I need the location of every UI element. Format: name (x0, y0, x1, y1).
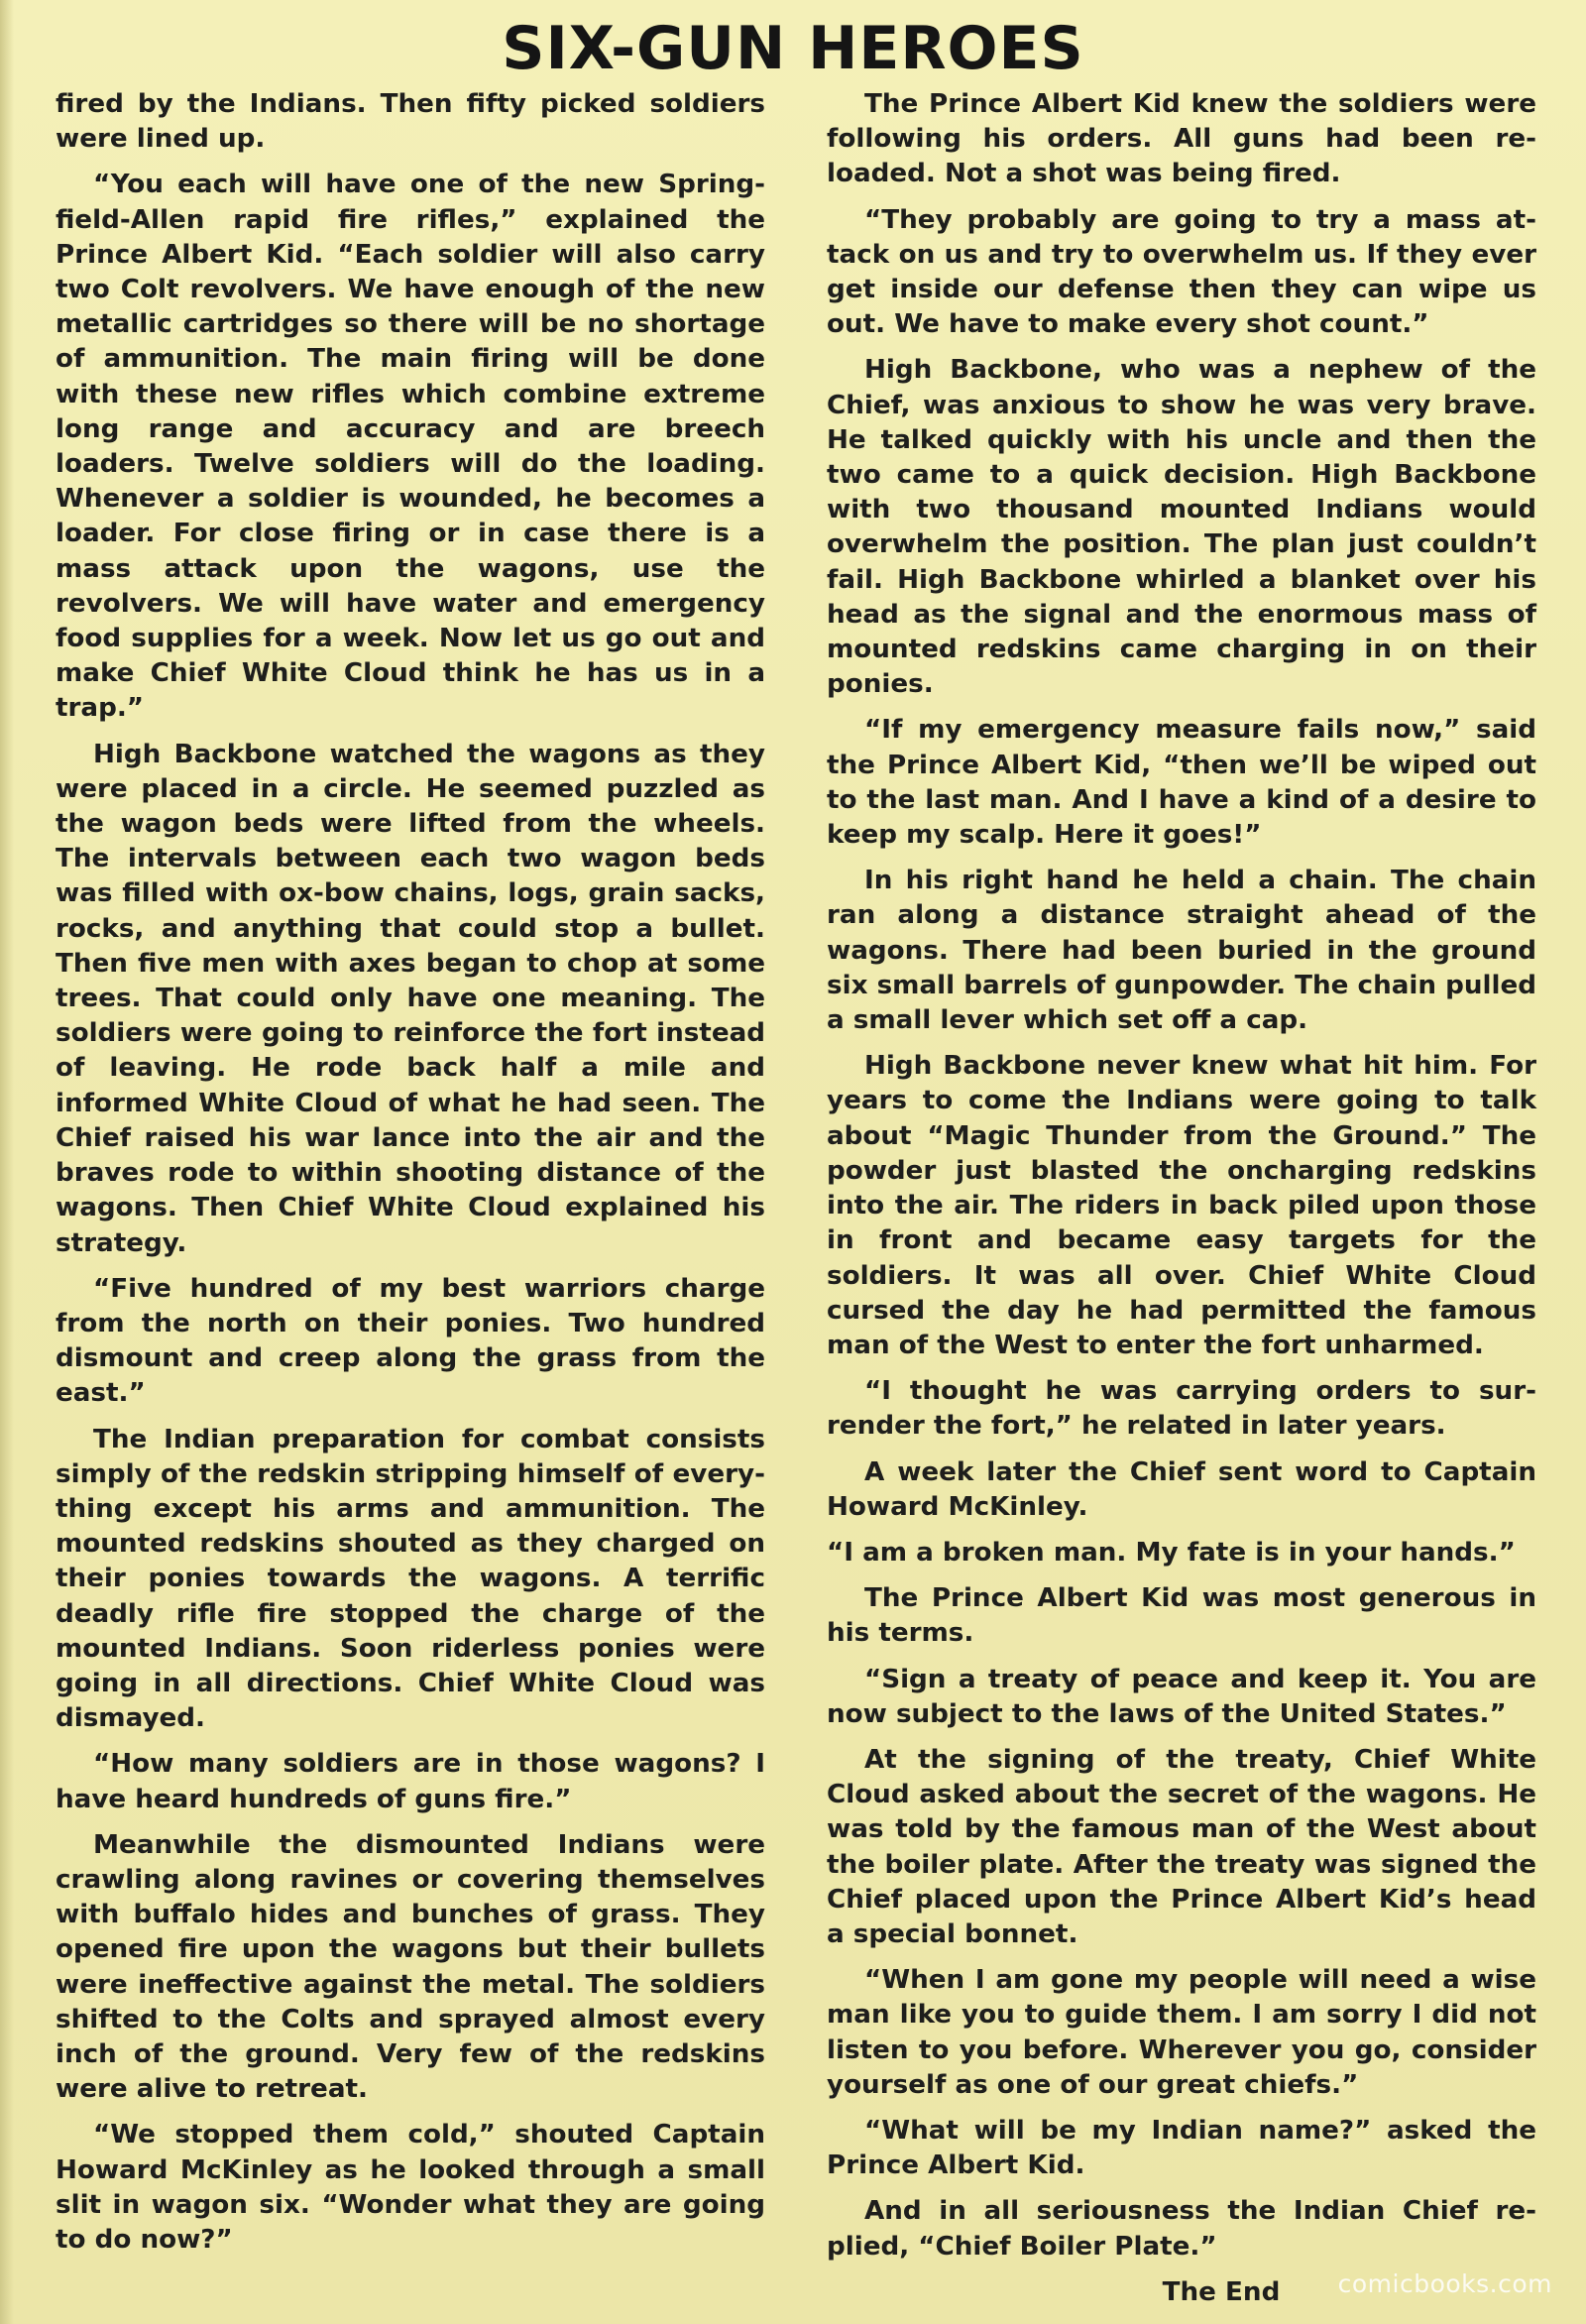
paragraph: High Backbone never knew what hit him. For years to come the Indians were going to talk about “Magic Thunder from the Ground.” The powder just blasted the oncharging redskins into the air. The riders in back piled upon those in front and became easy targets for the soldiers. It was all over. Chief White Cloud cursed the day he had permitted the famous man of the West to enter the fort unharmed. (827, 1051, 1536, 1360)
paragraph: fired by the Indians. Then fifty picked soldiers were lined up. (56, 89, 765, 155)
page-title: SIX-GUN HEROES (502, 14, 1084, 83)
paragraph: The Prince Albert Kid knew the soldiers were following his orders. All guns had been reloaded. Not a shot was being fired. (827, 89, 1536, 189)
paragraph: The Indian preparation for combat consists simply of the redskin stripping himself of everything except his arms and ammunition. The mounted redskins shouted as they charged on their ponies towards the wagons. A terrific deadly rifle fire stopped the charge of the mounted Indians. Soon riderless ponies were going in all directions. Chief White Cloud was dismayed. (56, 1424, 765, 1734)
paragraph: “Sign a treaty of peace and keep it. You are now subject to the laws of the United States.” (827, 1664, 1536, 1729)
story-column-left (56, 87, 765, 2268)
paragraph: “If my emergency measure fails now,” said the Prince Albert Kid, “then we’ll be wiped out to the last man. And I have a kind of a desire to keep my scalp. Here it goes!” (827, 715, 1536, 851)
paragraph: In his right hand he held a chain. The chain ran along a distance straight ahead of the wagons. There had been buried in the ground six small barrels of gunpowder. The chain pulled a small lever which set off a cap. (827, 866, 1536, 1036)
paragraph: And in all seriousness the Indian Chief replied, “Chief Boiler Plate.” (827, 2196, 1536, 2262)
paragraph: “You each will have one of the new Springfield-Allen rapid fire rifles,” explained the Prince Albert Kid. “Each soldier will also carry two Colt revolvers. We have enough of the new metallic cartridges so there will be no shortage of ammunition. The main firing will be done with these new rifles which combine extreme long range and accuracy and are breech loaders. Twelve soldiers will do the loading. Whenever a soldier is wounded, he becomes a loader. For close firing or in case there is a mass attack upon the wagons, use the revolvers. We will have water and emergency food supplies for a week. Now let us go out and make Chief White Cloud think he has us in a trap.” (56, 170, 765, 724)
paragraph: “What will be my Indian name?” asked the Prince Albert Kid. (827, 2115, 1536, 2181)
paragraph: High Backbone watched the wagons as they were placed in a circle. He seemed puzzled as the wagon beds were lifted from the wheels. The intervals between each two wagon beds was filled with ox-bow chains, logs, grain sacks, rocks, and anything that could stop a bullet. Then five men with axes began to chop at some trees. That could only have one meaning. The soldiers were going to reinforce the fort instead of leaving. He rode back half a mile and informed White Cloud of what he had seen. The Chief raised his war lance into the air and the braves rode to within shooting distance of the wagons. Then Chief White Cloud explained his strategy. (56, 739, 765, 1258)
paragraph: “I thought he was carrying orders to surrender the fort,” he related in later years. (827, 1376, 1536, 1442)
paragraph: “How many soldiers are in those wagons? I have heard hundreds of guns fire.” (56, 1749, 765, 1814)
page-edge-shadow (0, 0, 14, 2324)
paragraph: “We stopped them cold,” shouted Captain Howard McKinley as he looked through a small slit in wagon six. “Wonder what they are going to do now?” (56, 2120, 765, 2255)
paragraph: “Five hundred of my best warriors charge from the north on their ponies. Two hundred dismount and creep along the grass from the east.” (56, 1273, 765, 1409)
paragraph: Meanwhile the dismounted Indians were crawling along ravines or covering themselves with buffalo hides and bunches of grass. They opened fire upon the wagons but their bullets were ineffective against the metal. The soldiers shifted to the Colts and sprayed almost every inch of the ground. Very few of the redskins were alive to retreat. (56, 1829, 765, 2105)
story-end-label: The End (1162, 2276, 1281, 2307)
site-watermark: comicbooks.com (1337, 2269, 1552, 2298)
paragraph: The Prince Albert Kid was most generous in his terms. (827, 1583, 1536, 1649)
paragraph: “They probably are going to try a mass attack on us and try to overwhelm us. If they ever get inside our defense then they can wipe us out. We have to make every shot count.” (827, 204, 1536, 340)
paragraph: A week later the Chief sent word to Captain Howard McKinley. (827, 1456, 1536, 1522)
paragraph: High Backbone, who was a nephew of the Chief, was anxious to show he was very brave. He talked quickly with his uncle and then the two came to a quick decision. High Backbone with two thousand mounted Indians would overwhelm the position. The plan just couldn’t fail. High Backbone whirled a blanket over his head as the signal and the enormous mass of mounted redskins came charging in on their ponies. (827, 355, 1536, 700)
paragraph: At the signing of the treaty, Chief White Cloud asked about the secret of the wagons. He was told by the famous man of the West about the boiler plate. After the treaty was signed the Chief placed upon the Prince Albert Kid’s head a special bonnet. (827, 1744, 1536, 1949)
paragraph: “I am a broken man. My fate is in your hands.” (827, 1537, 1516, 1568)
paragraph: “When I am gone my people will need a wise man like you to guide them. I am sorry I did not listen to you before. Wherever you go, consider yourself as one of our great chiefs.” (827, 1965, 1536, 2100)
story-column-right (827, 87, 1536, 2321)
